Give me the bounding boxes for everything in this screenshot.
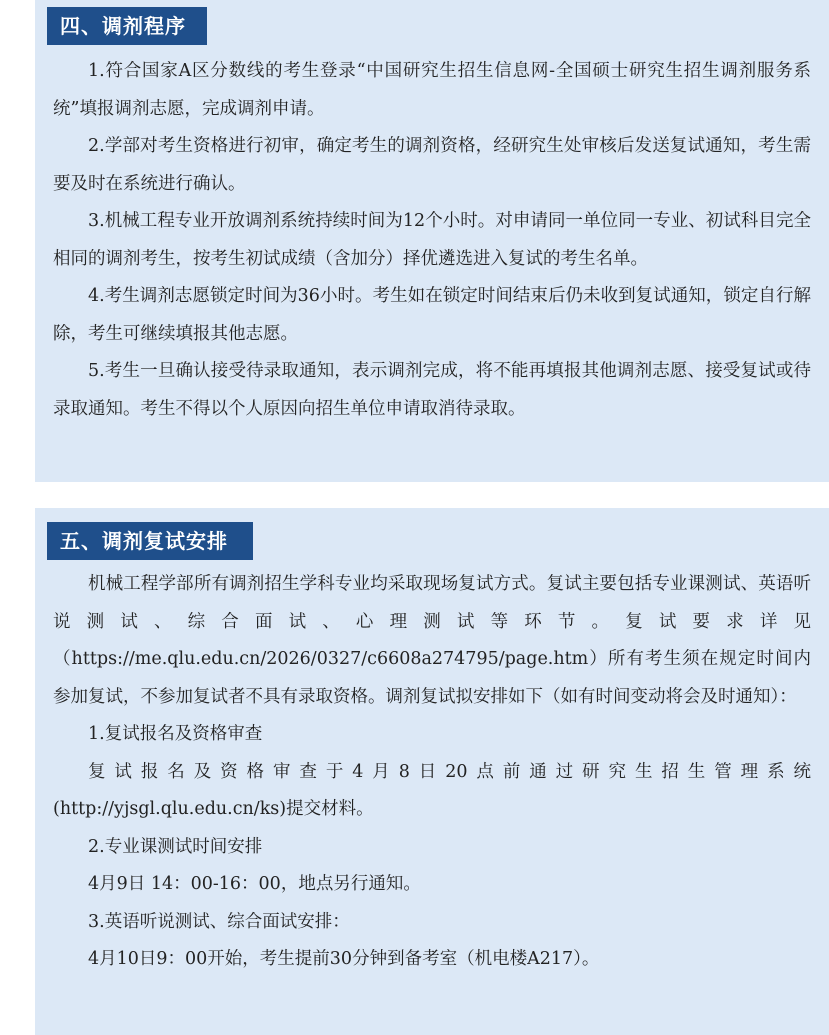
section-body [53,566,811,979]
procedure-step-5: 5.考生一旦确认接受待录取通知，表示调剂完成，将不能再填报其他调剂志愿、接受复试或待录取通知。考生不得以个人原因向招生单位申请取消待录取。 [53,361,811,419]
procedure-step-3: 3.机械工程专业开放调剂系统持续时间为12个小时。对申请同一单位同一专业、初试科目完全相同的调剂考生，按考生初试成绩（含加分）择优遴选进入复试的考生名单。 [53,211,811,269]
retest-item-1-link: (http://yjsgl.qlu.edu.cn/ks)提交材料。 [53,799,374,819]
procedure-step-2: 2.学部对考生资格进行初审，确定考生的调剂资格，经研究生处审核后发送复试通知，考生需要及时在系统进行确认。 [53,136,811,194]
procedure-step-1: 1.符合国家A区分数线的考生登录“中国研究生招生信息网-全国硕士研究生招生调剂服务系统”填报调剂志愿，完成调剂申请。 [53,61,811,119]
retest-item-2-body: 4月9日 14：00-16：00，地点另行通知。 [88,874,421,894]
retest-item-1-body: 复试报名及资格审查于4月8日20点前通过研究生招生管理系统 [88,761,811,782]
section-retest-arrangement [35,508,829,1035]
section-adjustment-procedure [35,0,829,482]
retest-item-3-title: 3.英语听说测试、综合面试安排： [88,911,350,932]
section-heading: 五、调剂复试安排 [47,522,253,560]
retest-item-1-title: 1.复试报名及资格审查 [88,724,263,744]
procedure-step-4: 4.考生调剂志愿锁定时间为36小时。考生如在锁定时间结束后仍未收到复试通知，锁定自行解除，考生可继续填报其他志愿。 [53,286,811,344]
section-body [53,53,811,428]
retest-item-3-body: 4月10日9：00开始，考生提前30分钟到备考室（机电楼A217）。 [88,949,600,969]
retest-intro: 机械工程学部所有调剂招生学科专业均采取现场复试方式。复试主要包括专业课测试、英语听说测试、综合面试、心理测试等环节。复试要求详见（https://me.qlu.edu.cn/2026/0327/c6608a274795/page.htm）所有考生须在规定时间内参加复试，不参加复试者不具有录取资格。调剂复试拟安排如下（如有时间变动将会及时通知）： [53,574,811,707]
section-heading: 四、调剂程序 [47,7,207,45]
retest-item-2-title: 2.专业课测试时间安排 [88,836,263,857]
